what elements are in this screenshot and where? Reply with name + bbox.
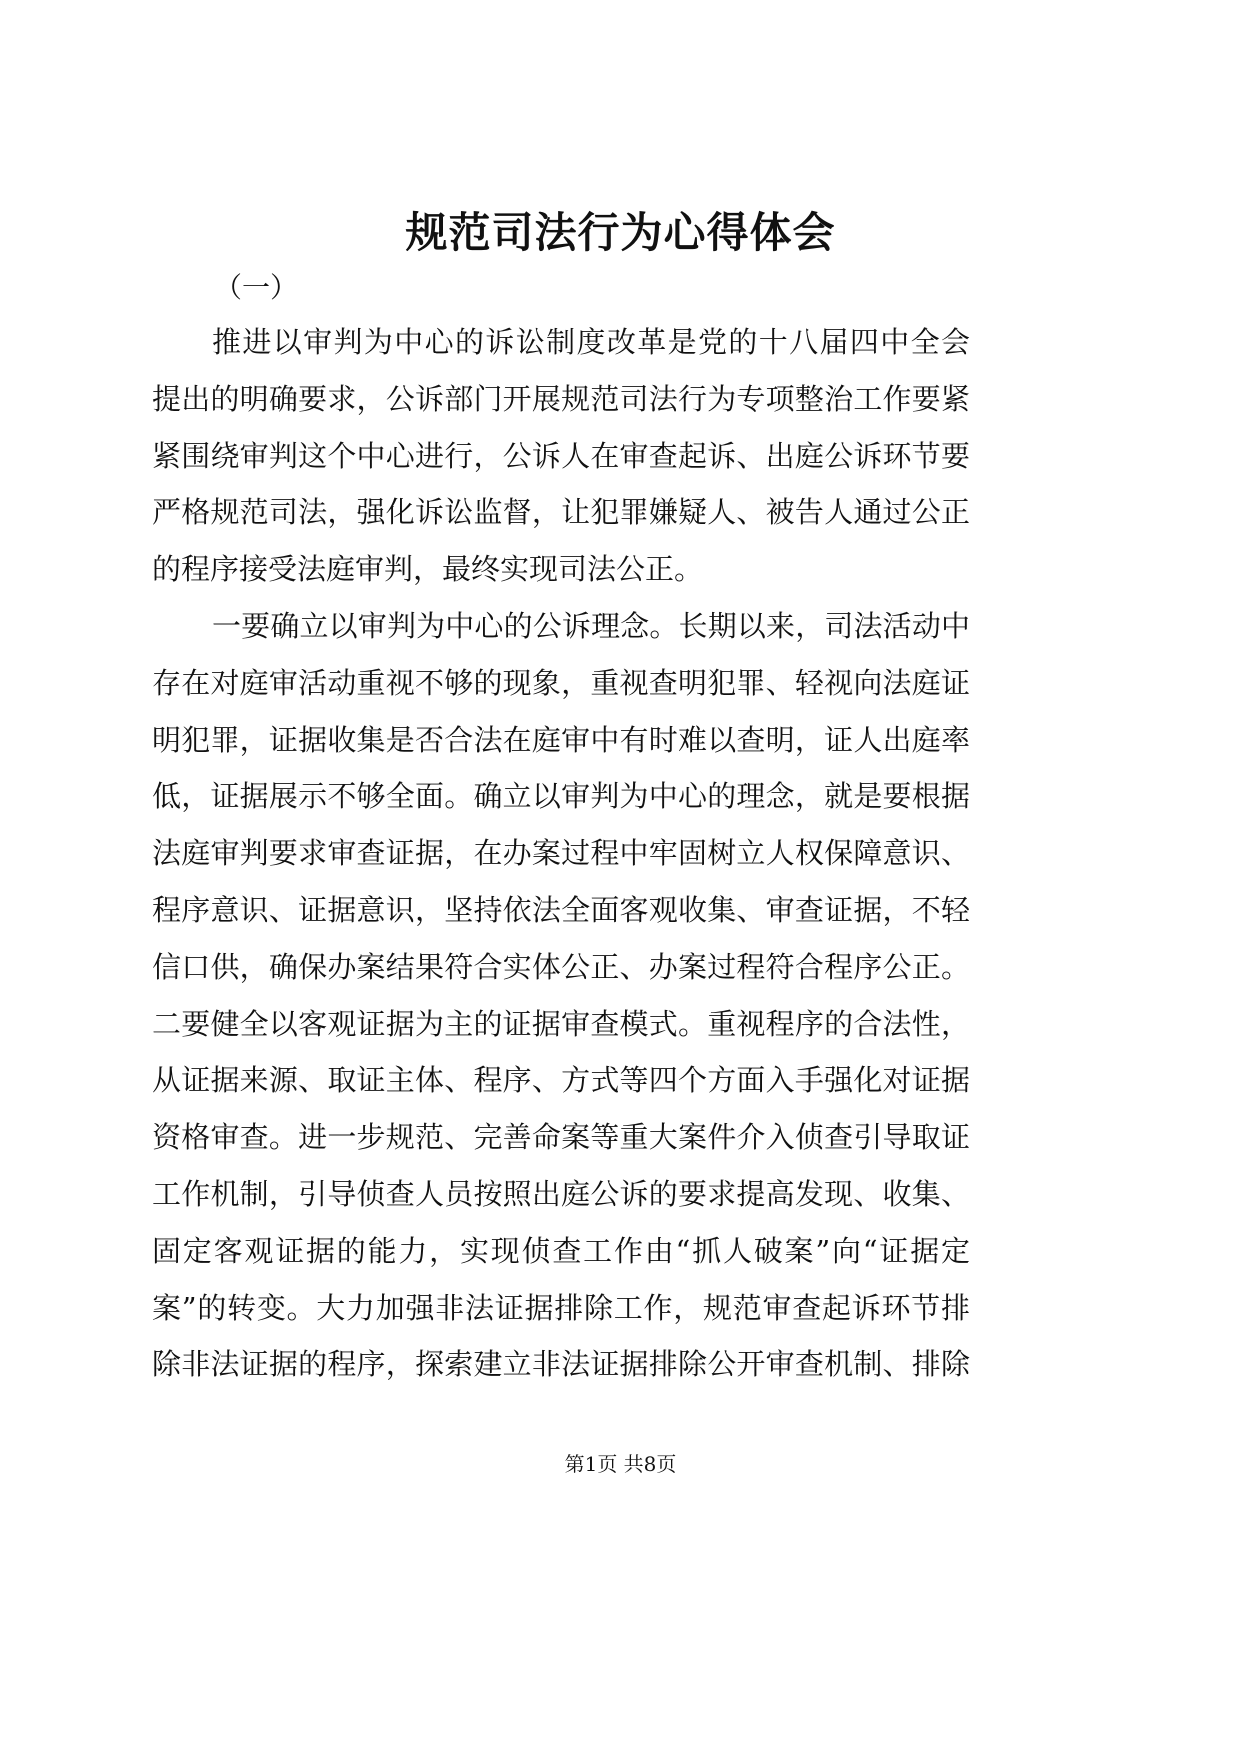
text-line: 提出的明确要求，公诉部门开展规范司法行为专项整治工作要紧 [152,381,970,416]
text-line: 工作机制，引导侦查人员按照出庭公诉的要求提高发现、收集、 [152,1176,970,1211]
text-line: 程序意识、证据意识，坚持依法全面客观收集、审查证据，不轻 [152,892,970,927]
text-line: 从证据来源、取证主体、程序、方式等四个方面入手强化对证据 [152,1063,970,1098]
text-line: 的程序接受法庭审判，最终实现司法公正。 [152,552,704,587]
document-title: 规范司法行为心得体会 [405,208,836,257]
page-footer: 第1页 共8页 [564,1452,677,1476]
text-line: 法庭审判要求审查证据，在办案过程中牢固树立人权保障意识、 [152,836,970,871]
text-line: 一要确立以审判为中心的公诉理念。长期以来，司法活动中 [212,608,970,643]
text-line: 除非法证据的程序，探索建立非法证据排除公开审查机制、排除 [152,1347,970,1382]
text-line: 紧围绕审判这个中心进行，公诉人在审查起诉、出庭公诉环节要 [152,438,970,473]
text-line: 二要健全以客观证据为主的证据审查模式。重视程序的合法性， [152,1006,970,1041]
section-number: （一） [214,271,299,304]
body-text [152,324,970,1403]
text-line: 资格审查。进一步规范、完善命案等重大案件介入侦查引导取证 [152,1120,970,1155]
text-line: 推进以审判为中心的诉讼制度改革是党的十八届四中全会 [212,325,970,359]
text-line: 固定客观证据的能力，实现侦查工作由“抓人破案”向“证据定 [152,1233,970,1268]
text-line: 严格规范司法，强化诉讼监督，让犯罪嫌疑人、被告人通过公正 [152,495,970,530]
text-line: 明犯罪，证据收集是否合法在庭审中有时难以查明，证人出庭率 [152,722,970,757]
text-line: 存在对庭审活动重视不够的现象，重视查明犯罪、轻视向法庭证 [152,665,970,700]
text-line: 案”的转变。大力加强非法证据排除工作，规范审查起诉环节排 [152,1290,970,1325]
text-line: 信口供，确保办案结果符合实体公正、办案过程符合程序公正。 [152,949,970,984]
text-line: 低，证据展示不够全面。确立以审判为中心的理念，就是要根据 [152,779,970,814]
